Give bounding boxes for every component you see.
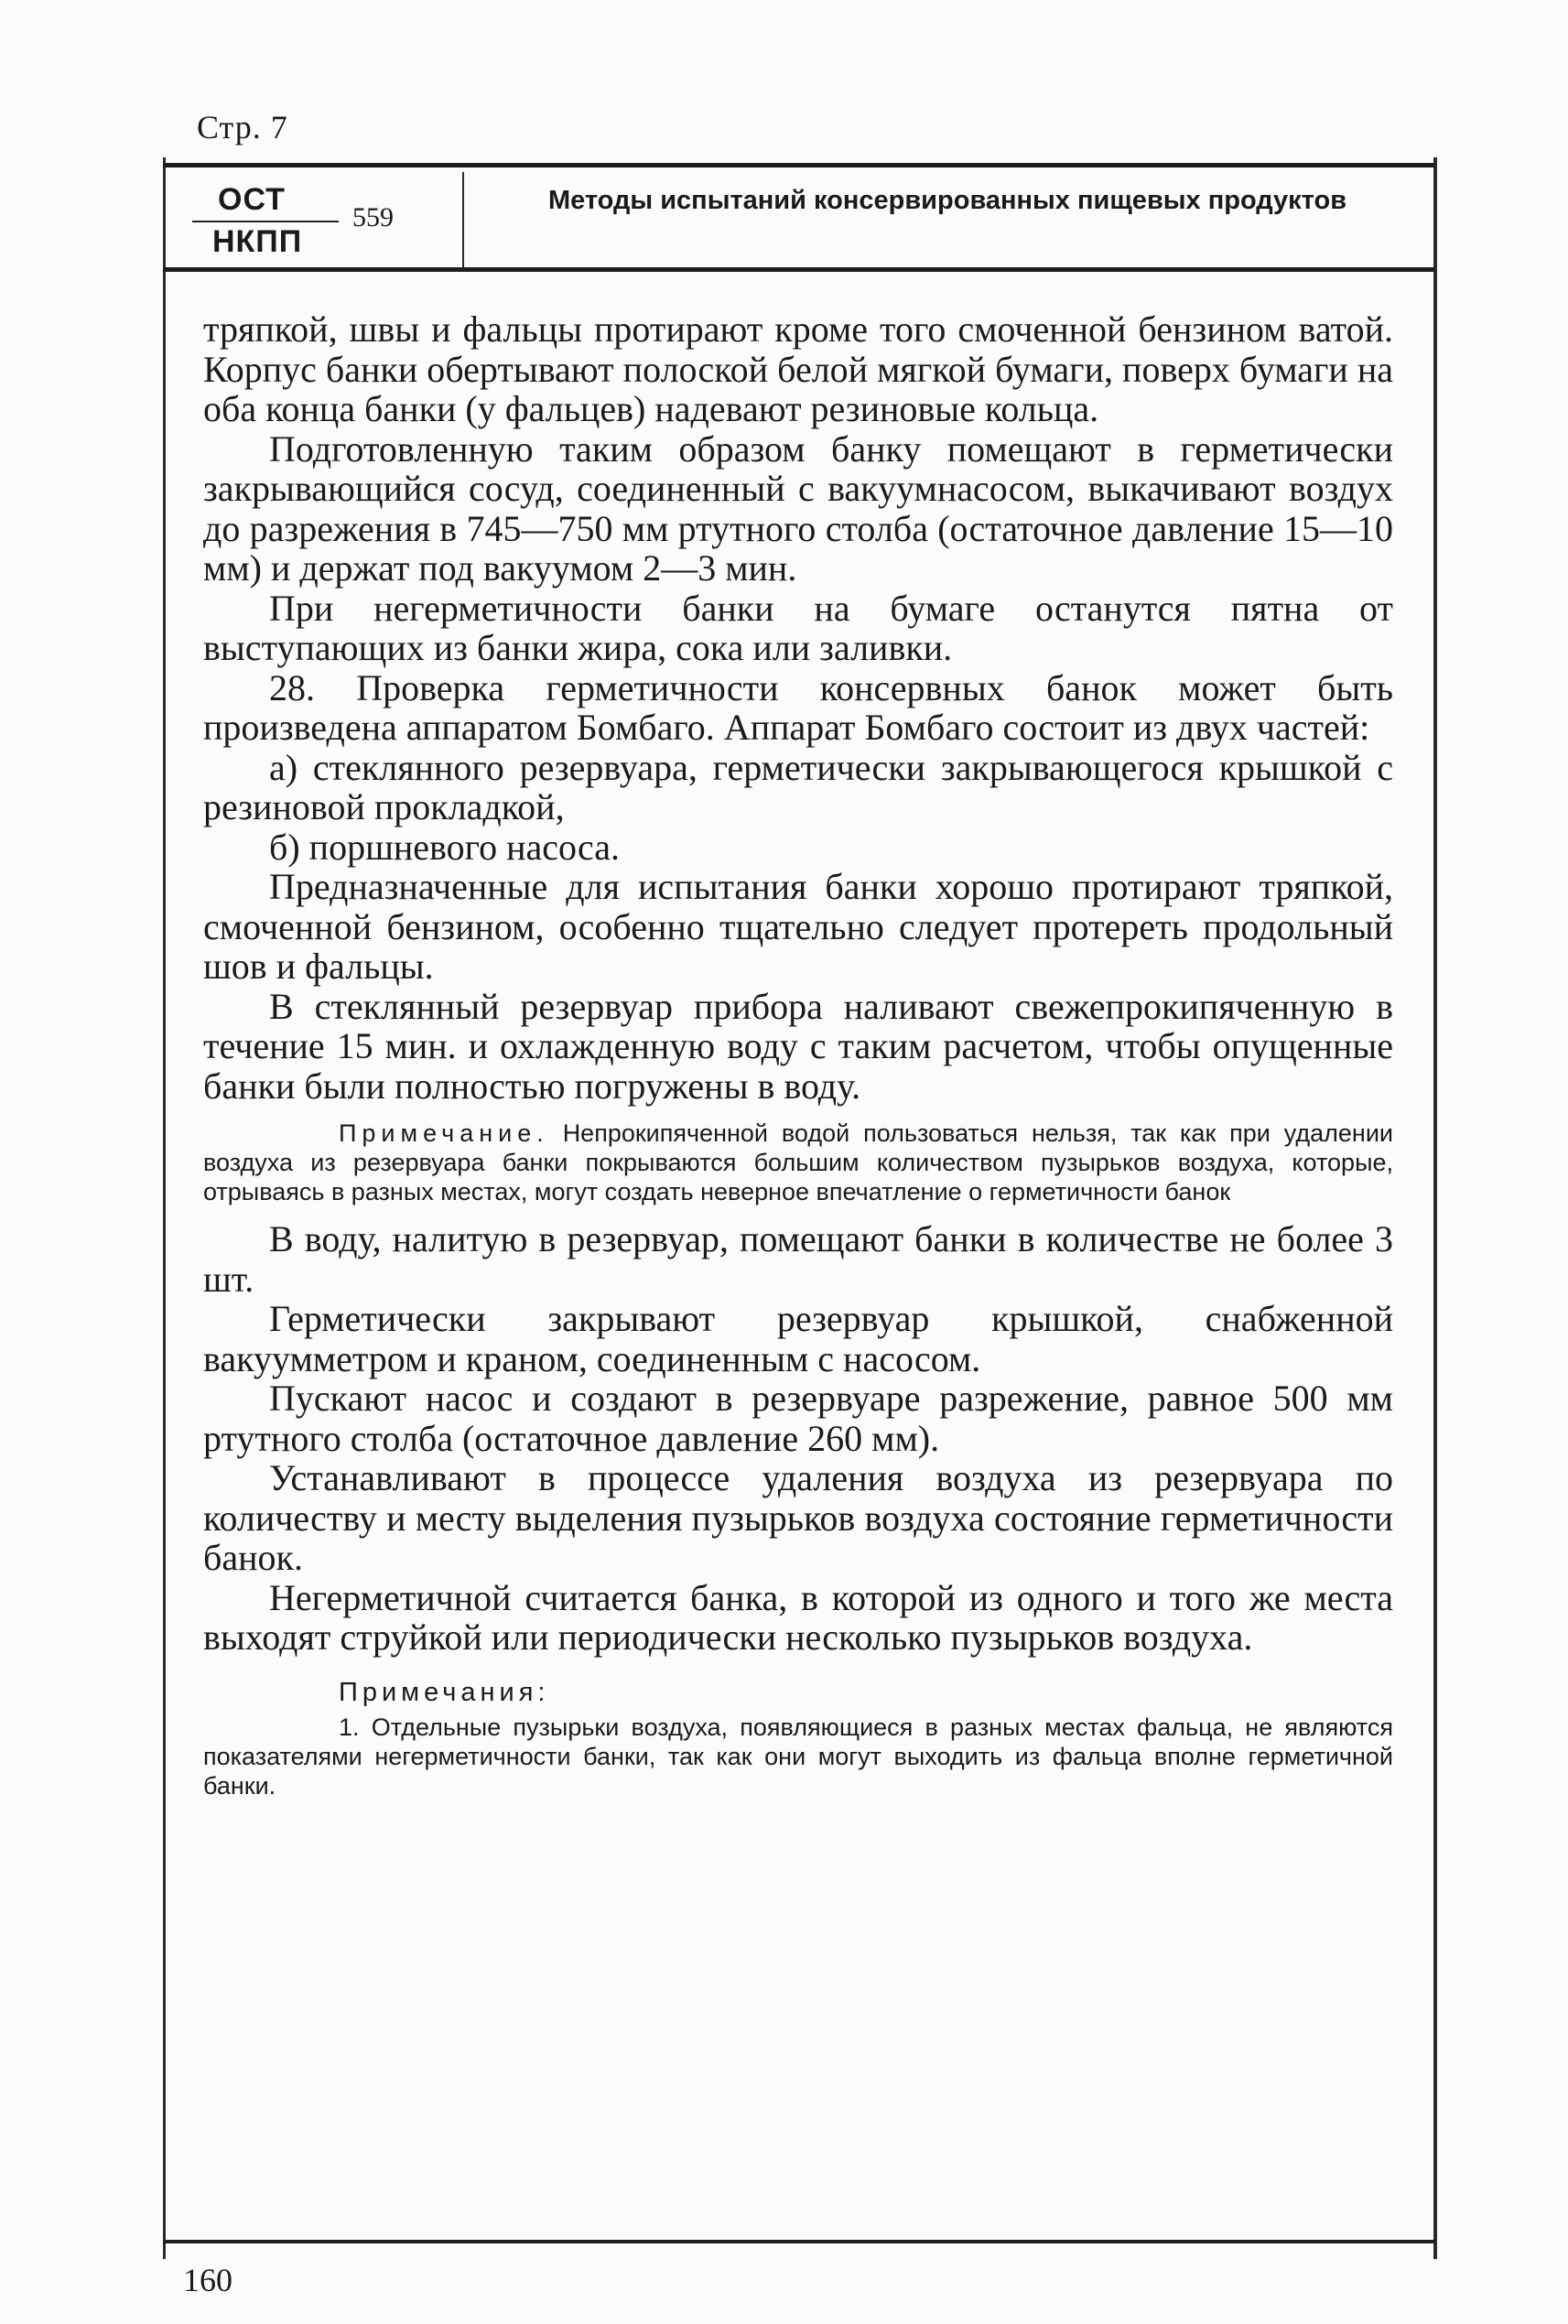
document-title: Методы испытаний консервированных пищевых продуктов [547,186,1347,215]
header-bottom-rule [163,267,1435,272]
paragraph: В воду, налитую в резервуар, помещают банки в количестве не более 3 шт. [203,1218,1393,1300]
standard-code [192,178,412,261]
paragraph: Предназначенные для испытания банки хорошо протирают тряпкой, смоченной бензином, особенно тщательно следует протереть продольный шов и фальцы. [203,866,1393,987]
standard-code-bottom: НКПП [212,224,303,259]
notes-heading: Примечания: [339,1677,550,1707]
standard-number: 559 [352,202,394,232]
paragraph: Пускают насос и создают в резервуаре разрежение, равное 500 мм ртутного столба (остаточное давление 260 мм). [203,1378,1393,1459]
paragraph: Герметически закрывают резервуар крышкой, снабженной вакуумметром и краном, соединенным с насосом. [203,1298,1393,1379]
notes-item: 1. Отдельные пузырьки воздуха, появляющиеся в разных местах фальца, не являются показателями негерметичности банки, так как они могут выходить из фальца вполне герметичной банки. [203,1713,1393,1800]
footer-rule [163,2240,1435,2243]
note [203,1119,1393,1206]
header-top-rule [163,163,1435,168]
paragraph: Негерметичной считается банка, в которой из одного и того же места выходят струйкой или периодически несколько пузырьков воздуха. [203,1576,1393,1658]
list-item-a: а) стеклянного резервуара, герметически закрывающегося крышкой с резиновой прокладкой, [203,746,1393,827]
fraction-line [192,221,339,222]
standard-code-top: ОСТ [218,182,286,217]
paragraph: тряпкой, швы и фальцы протирают кроме того смоченной бензином ватой. Корпус банки обертывают полоской белой мягкой бумаги, поверх бумаги на оба конца банки (у фальцев) надевают резиновые кольца. [203,308,1393,429]
list-item-b: б) поршневого насоса. [269,826,620,868]
note-label: Примечание. [339,1119,549,1147]
paragraph: В стеклянный резервуар прибора наливают свежепрокипяченную в течение 15 мин. и охлажденную воду с таким расчетом, чтобы опущенные банки были полностью погружены в воду. [203,985,1393,1107]
section-28-paragraph: 28. Проверка герметичности консервных банок может быть произведена аппаратом Бомбаго. Аппарат Бомбаго состоит из двух частей: [203,666,1393,748]
page-label: Стр. 7 [197,109,288,146]
paragraph: При негерметичности банки на бумаге останутся пятна от выступающих из банки жира, сока или заливки. [203,587,1393,668]
note-text: Непрокипяченной водой пользоваться нельзя, так как при удалении воздуха из резервуара банки покрываются большим количеством пузырьков воздуха, которые, отрываясь в разных местах, могут создать неверное впечатление о герметичности банок [203,1119,1393,1205]
body-text [203,309,1393,1800]
page-number: 160 [183,2262,232,2298]
paragraph: Устанавливают в процессе удаления воздуха из резервуара по количеству и месту выделения пузырьков воздуха состояние герметичности банок. [203,1457,1393,1578]
paragraph: Подготовленную таким образом банку помещают в герметически закрывающийся сосуд, соединенный с вакуумнасосом, выкачивают воздух до разрежения в 745—750 мм ртутного столба (остаточное давление 15—10 мм) и держат под вакуумом 2—3 мин. [203,427,1393,589]
header-separator [462,172,464,267]
